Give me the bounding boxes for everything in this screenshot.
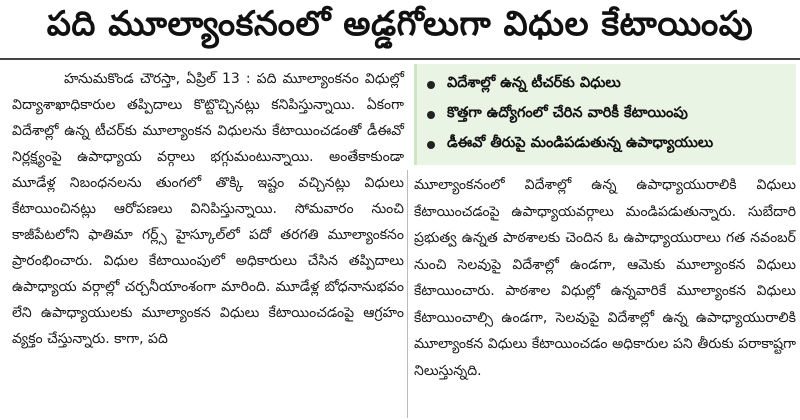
highlight-text: కొత్తగా ఉద్యోగంలో చేరిన వారికీ కేటాయింపు xyxy=(447,105,688,121)
bullet-icon xyxy=(427,111,435,119)
highlight-text: విదేశాల్లో ఉన్న టీచర్‌కు విధులు xyxy=(447,75,621,91)
highlight-text: డీఈవో తీరుపై మండిపడుతున్న ఉపాధ్యాయులు xyxy=(447,135,714,151)
column-divider xyxy=(407,170,408,418)
article-left-column: హనుమకొండ చౌరస్తా, ఏప్రిల్ 13 : పది మూల్యాంకనం విధుల్లో విద్యాశాఖాధికారుల తప్పిదాలు కొట్టొచ్చినట్లు కనిపిస్తున్నాయి. ఏకంగా విదేశాల్లో ఉన్న టీచర్‌కు మూల్యాంకన విధులను కేటాయించడంతో డీఈవో నిర్లక్ష్యంపై ఉపాధ్యాయ వర్గాలు భగ్గుమంటున్నాయి. అంతేకాకుండా మూడేళ్ల నిబంధనలను తుంగలో తొక్కి ఇష్టం వచ్చినట్లు విధులు కేటాయించినట్లు ఆరోపణలు వినిపిస్తున్నాయి. సోమవారం నుంచి కాజీపేటలోని ఫాతిమా గర్ల్స్ హైస్కూల్‌లో పదో తరగతి మూల్యాంకనం ప్రారంభించారు. విధుల కేటాయింపులో అధికారులు చేసిన తప్పిదాలు ఉపాధ్యాయ వర్గాల్లో చర్చనీయాంశంగా మారింది. మూడేళ్ల బోధనానుభవం లేని ఉపాధ్యాయులకు మూల్యాంకన విధులు కేటాయించడంపై ఆగ్రహం వ్యక్తం చేస్తున్నారు. కాగా, పది xyxy=(12,71,404,347)
article-right-column: మూల్యాంకనంలో విదేశాల్లో ఉన్న ఉపాధ్యాయురాలికి విధులు కేటాయించడంపై ఉపాధ్యాయవర్గాలు మండిపడుతున్నారు. సుబేదారి ప్రభుత్వ ఉన్నత పాఠశాలకు చెందిన ఓ ఉపాధ్యాయురాలు గత నవంబర్ నుంచి సెలవుపై విదేశాల్లో ఉండగా, ఆమెకు మూల్యాంకన విధులు కేటాయించారు. పాఠశాల విధుల్లో ఉన్నవారికే మూల్యాంకన విధులు కేటాయించాల్సి ఉండగా, సెలవుపై విదేశాల్లో ఉన్న ఉపాధ్యాయురాలికి మూల్యాంకన విధులు కేటాయించడం అధికారుల పని తీరుకు పరాకాష్టగా నిలుస్తున్నది. xyxy=(414,177,796,379)
highlight-item xyxy=(427,70,788,100)
headline-rule xyxy=(0,58,800,60)
bullet-icon xyxy=(427,81,435,89)
headline: పది మూల్యాంకనంలో అడ్డగోలుగా విధుల కేటాయింపు xyxy=(46,4,754,44)
highlights-box xyxy=(414,64,796,165)
bullet-icon xyxy=(427,141,435,149)
highlight-item xyxy=(427,130,788,160)
highlight-item xyxy=(427,100,788,130)
